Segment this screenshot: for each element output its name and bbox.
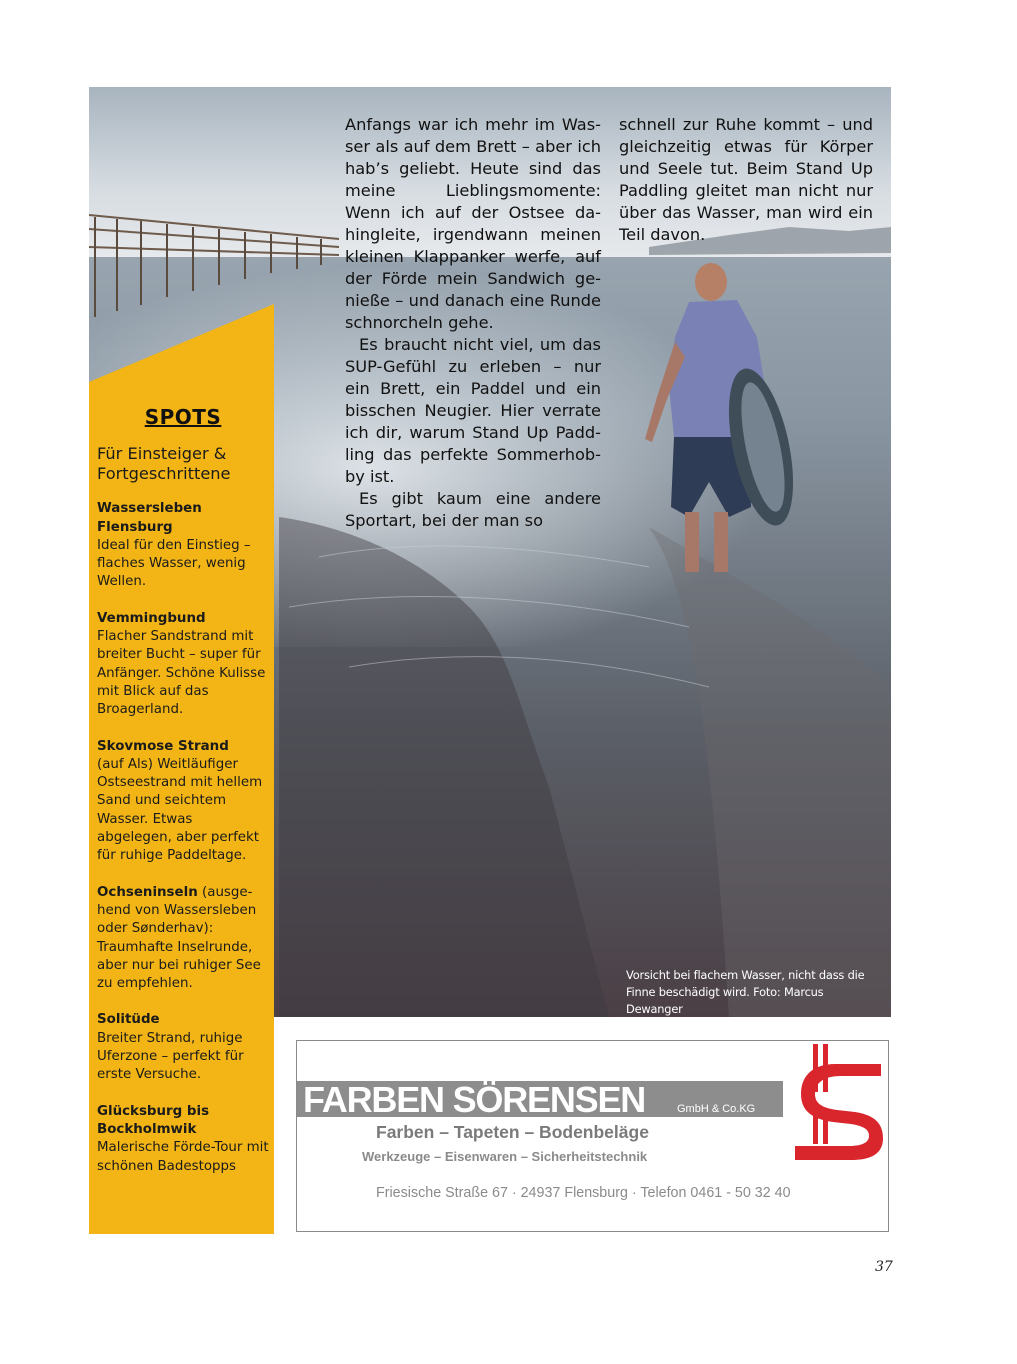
spot-item [97,1103,269,1176]
article-paragraph: Anfangs war ich mehr im Wasser als auf dem Brett – aber ich hab’s geliebt. Heute sind das meine Lieblingsmomente: Wenn ich auf der Ostsee dahingleite, irgendwann meinen kleinen Klappanker werfe, auf der Förde mein Sandwich genieße – und danach eine Runde schnorcheln gehe. [345,115,601,332]
spot-text: Ideal für den Einstieg – flaches Wasser, wenig Wellen. [97,537,251,590]
ad-legal-form: GmbH & Co.KG [677,1103,756,1115]
spot-text: (auf Als) Weitläufiger Ostseestrand mit hellem Sand und seichtem Wasser. Etwas abgelegen, aber perfekt für ruhige Paddeltage. [97,756,263,864]
s-logo-icon [785,1042,885,1162]
ad-company-name: FARBEN SÖRENSEN [303,1079,646,1120]
spot-item [97,610,269,720]
spot-name: Ochseninseln [97,884,198,900]
spot-text: Malerische Förde-Tour mit schönen Badestopps [97,1140,269,1174]
spot-name: Wassersleben Flensburg [97,501,202,535]
advertisement[interactable] [296,1040,889,1232]
spot-name: Solitüde [97,1012,160,1028]
sidebar-title: SPOTS [144,405,222,429]
article-paragraph: schnell zur Ruhe kommt – und gleichzeitig etwas für Körper und Seele tut. Beim Stand Up Paddling gleitet man nicht nur über das Wasser, man wird ein Teil davon. [619,115,873,244]
sidebar-subtitle: Für Einsteiger & Fortgeschrittene [97,444,231,484]
spot-item [97,1011,269,1084]
spot-text: (ausgehend von Wassersleben oder Sønderhav): Traumhafte Inselrunde, aber nur bei ruhiger See zu empfehlen. [97,884,261,992]
spot-name: Vemmingbund [97,610,206,626]
spot-item [97,884,269,994]
spot-text: Breiter Strand, ruhige Uferzone – perfekt für erste Versuche. [97,1030,244,1083]
page-number: 37 [875,1259,893,1275]
article-column-2 [619,114,873,246]
spot-name: Glücksburg bis Bockholmwik [97,1103,210,1137]
article-paragraph: Es gibt kaum eine andere Sportart, bei der man so [345,489,601,530]
article-column-1 [345,114,601,532]
spot-name: Skovmose Strand [97,738,229,754]
ad-address: Friesische Straße 67 · 24937 Flensburg · Telefon 0461 - 50 32 40 [376,1185,791,1201]
photo-caption: Vorsicht bei flachem Wasser, nicht dass die Finne beschädigt wird. Foto: Marcus Dewanger [626,968,865,1016]
spot-text: Flacher Sandstrand mit breiter Bucht – super für Anfänger. Schöne Kulisse mit Blick auf das Broagerland. [97,629,266,718]
ad-products-secondary: Werkzeuge – Eisenwaren – Sicherheitstechnik [362,1149,648,1164]
article-paragraph: Es braucht nicht viel, um das SUP-Gefühl zu erleben – nur ein Brett, ein Paddel und ein bisschen Neugier. Hier verrate ich dir, warum Stand Up Paddling das perfekte Sommerhobby ist. [345,335,601,486]
spot-item [97,500,269,591]
spot-item [97,738,269,866]
ad-products: Farben – Tapeten – Bodenbeläge [376,1122,649,1142]
spots-sidebar [89,304,274,1234]
